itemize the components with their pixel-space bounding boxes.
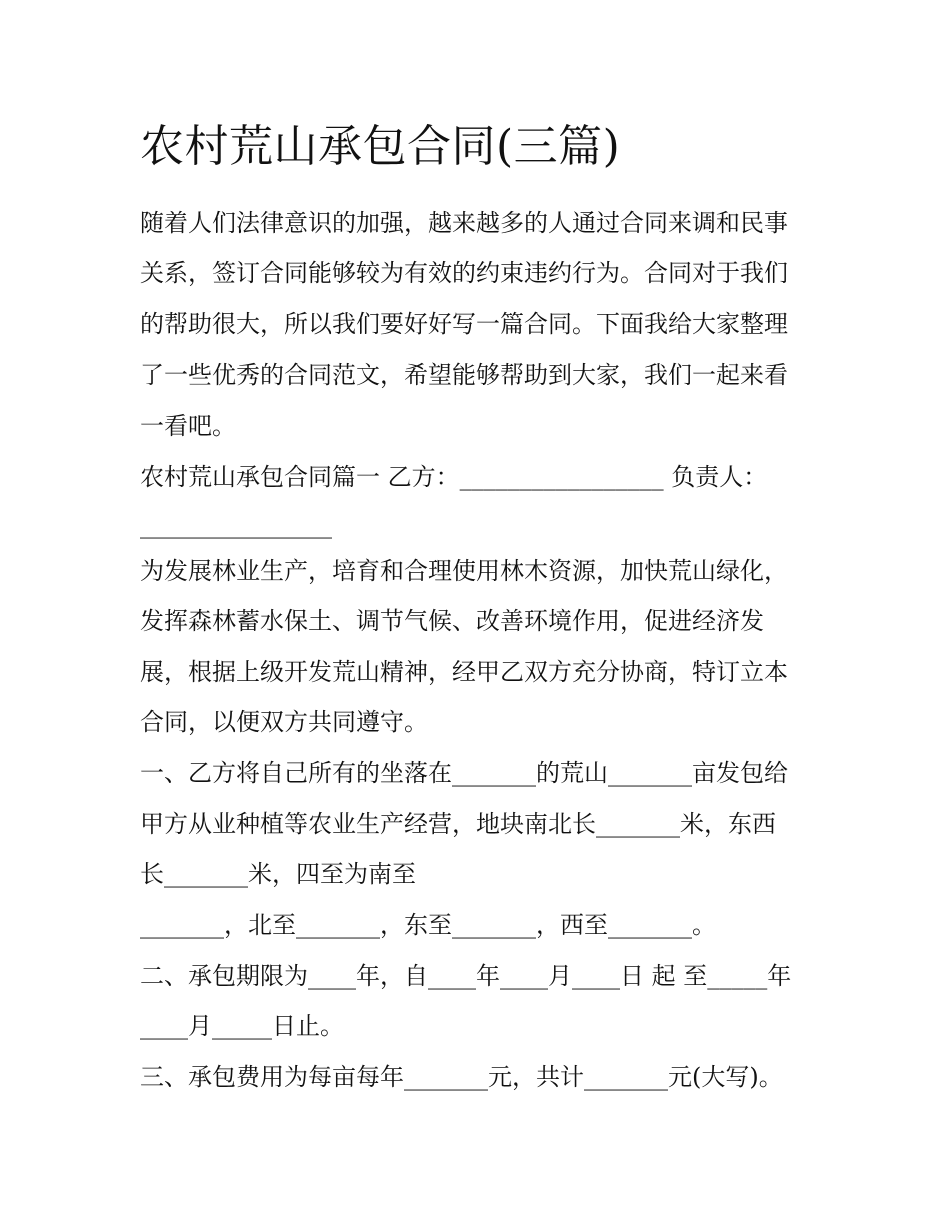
paragraph-line: 合同，以便双方共同遵守。 xyxy=(140,708,428,736)
parties-line: 农村荒山承包合同篇一 乙方：_________________ 负责人： xyxy=(140,463,768,491)
paragraph-line: 关系，签订合同能够较为有效的约束违约行为。合同对于我们 xyxy=(140,259,788,287)
paragraph-line: 为发展林业生产，培育和合理使用林木资源，加快荒山绿化， xyxy=(140,557,788,585)
clause-1-line: 甲方从业种植等农业生产经营，地块南北长_______米，东西 xyxy=(140,810,776,838)
paragraph-line: 展，根据上级开发荒山精神，经甲乙双方充分协商，特订立本 xyxy=(140,658,788,686)
clause-2-line: ____月_____日止。 xyxy=(140,1012,344,1040)
paragraph-line: 的帮助很大，所以我们要好好写一篇合同。下面我给大家整理 xyxy=(140,310,788,338)
paragraph-line: 发挥森林蓄水保土、调节气候、改善环境作用，促进经济发 xyxy=(140,607,764,635)
paragraph-line: 一看吧。 xyxy=(140,412,236,440)
paragraph-line: 了一些优秀的合同范文，希望能够帮助到大家，我们一起来看 xyxy=(140,361,788,389)
clause-1-line: 长_______米，四至为南至 xyxy=(140,860,416,888)
paragraph-line: 随着人们法律意识的加强，越来越多的人通过合同来调和民事 xyxy=(140,209,788,237)
clause-3-line: 三、承包费用为每亩每年_______元，共计_______元(大写)。 xyxy=(140,1063,783,1091)
responsible-person-blank: ________________ xyxy=(140,511,332,539)
document-title: 农村荒山承包合同(三篇) xyxy=(140,121,621,172)
clause-2-line: 二、承包期限为____年，自____年____月____日 起 至_____年 xyxy=(140,962,792,990)
clause-1-line: _______，北至_______，东至_______，西至_______。 xyxy=(140,911,716,939)
clause-1-line: 一、乙方将自己所有的坐落在_______的荒山_______亩发包给 xyxy=(140,759,788,787)
